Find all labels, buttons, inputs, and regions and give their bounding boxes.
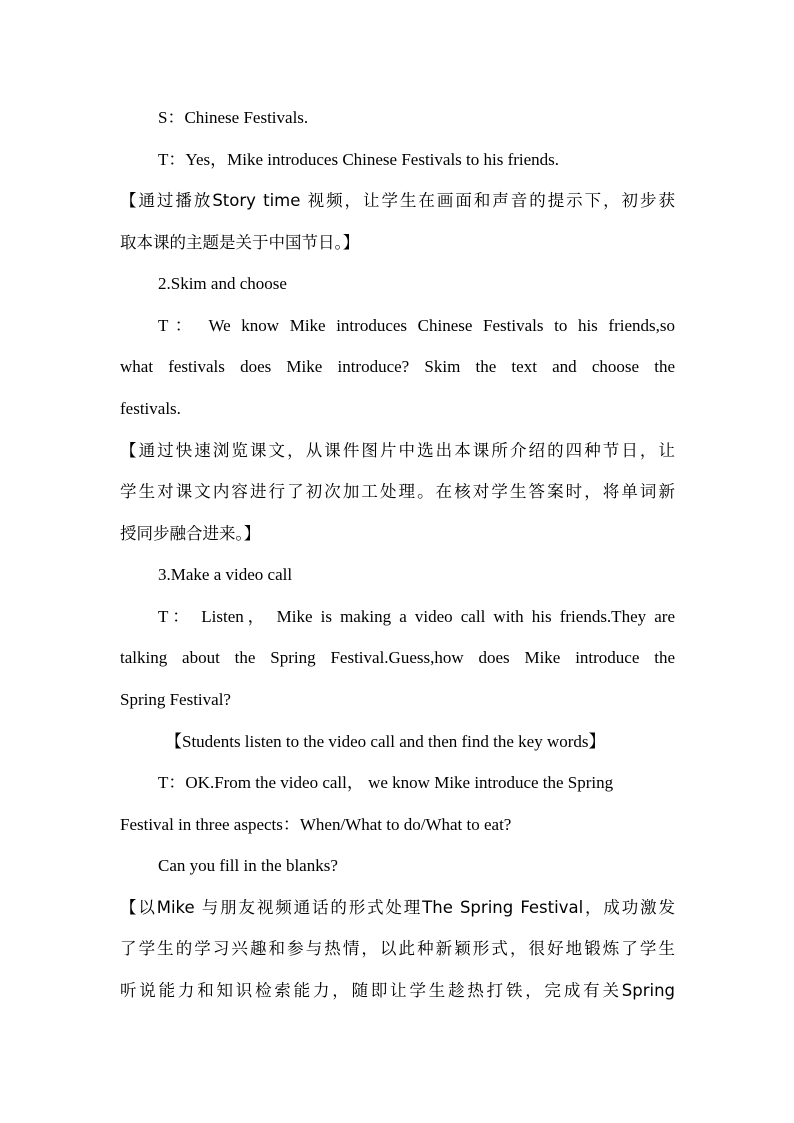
text-line: 授同步融合进来。】 [120, 524, 261, 543]
text-line: T： Listen， Mike is making a video call with his friends.They are [158, 607, 675, 626]
section-heading: 2.Skim and choose [158, 274, 287, 293]
text-line: Spring Festival? [120, 690, 231, 709]
text-line: Festival in three aspects：When/What to do/What to eat? [120, 815, 512, 834]
text-line: talking about the Spring Festival.Guess,how does Mike introduce the [120, 648, 675, 667]
text-line: 听说能力和知识检索能力，随即让学生趁热打铁，完成有关Spring [120, 981, 675, 1000]
text-line: 【通过快速浏览课文，从课件图片中选出本课所介绍的四种节日，让 [120, 441, 675, 460]
text-line: festivals. [120, 399, 181, 418]
text-line: Can you fill in the blanks? [158, 856, 338, 875]
text-line: 【Students listen to the video call and then find the key words】 [165, 732, 606, 751]
text-line: 取本课的主题是关于中国节日。】 [120, 233, 360, 252]
text-line: 了学生的学习兴趣和参与热情，以此种新颖形式，很好地锻炼了学生 [120, 939, 675, 958]
text-line: T：Yes，Mike introduces Chinese Festivals to his friends. [158, 150, 560, 169]
text-line: 【通过播放Story time 视频，让学生在画面和声音的提示下，初步获 [120, 191, 675, 210]
text-line: T：OK.From the video call， we know Mike introduce the Spring [158, 773, 614, 792]
section-heading: 3.Make a video call [158, 565, 293, 584]
text-line: what festivals does Mike introduce? Skim the text and choose the [120, 357, 675, 376]
text-line: 【以Mike 与朋友视频通话的形式处理The Spring Festival，成功激发 [120, 898, 675, 917]
text-line: T： We know Mike introduces Chinese Festivals to his friends,so [158, 316, 675, 335]
text-line: S：Chinese Festivals. [158, 108, 309, 127]
text-line: 学生对课文内容进行了初次加工处理。在核对学生答案时，将单词新 [120, 482, 675, 501]
